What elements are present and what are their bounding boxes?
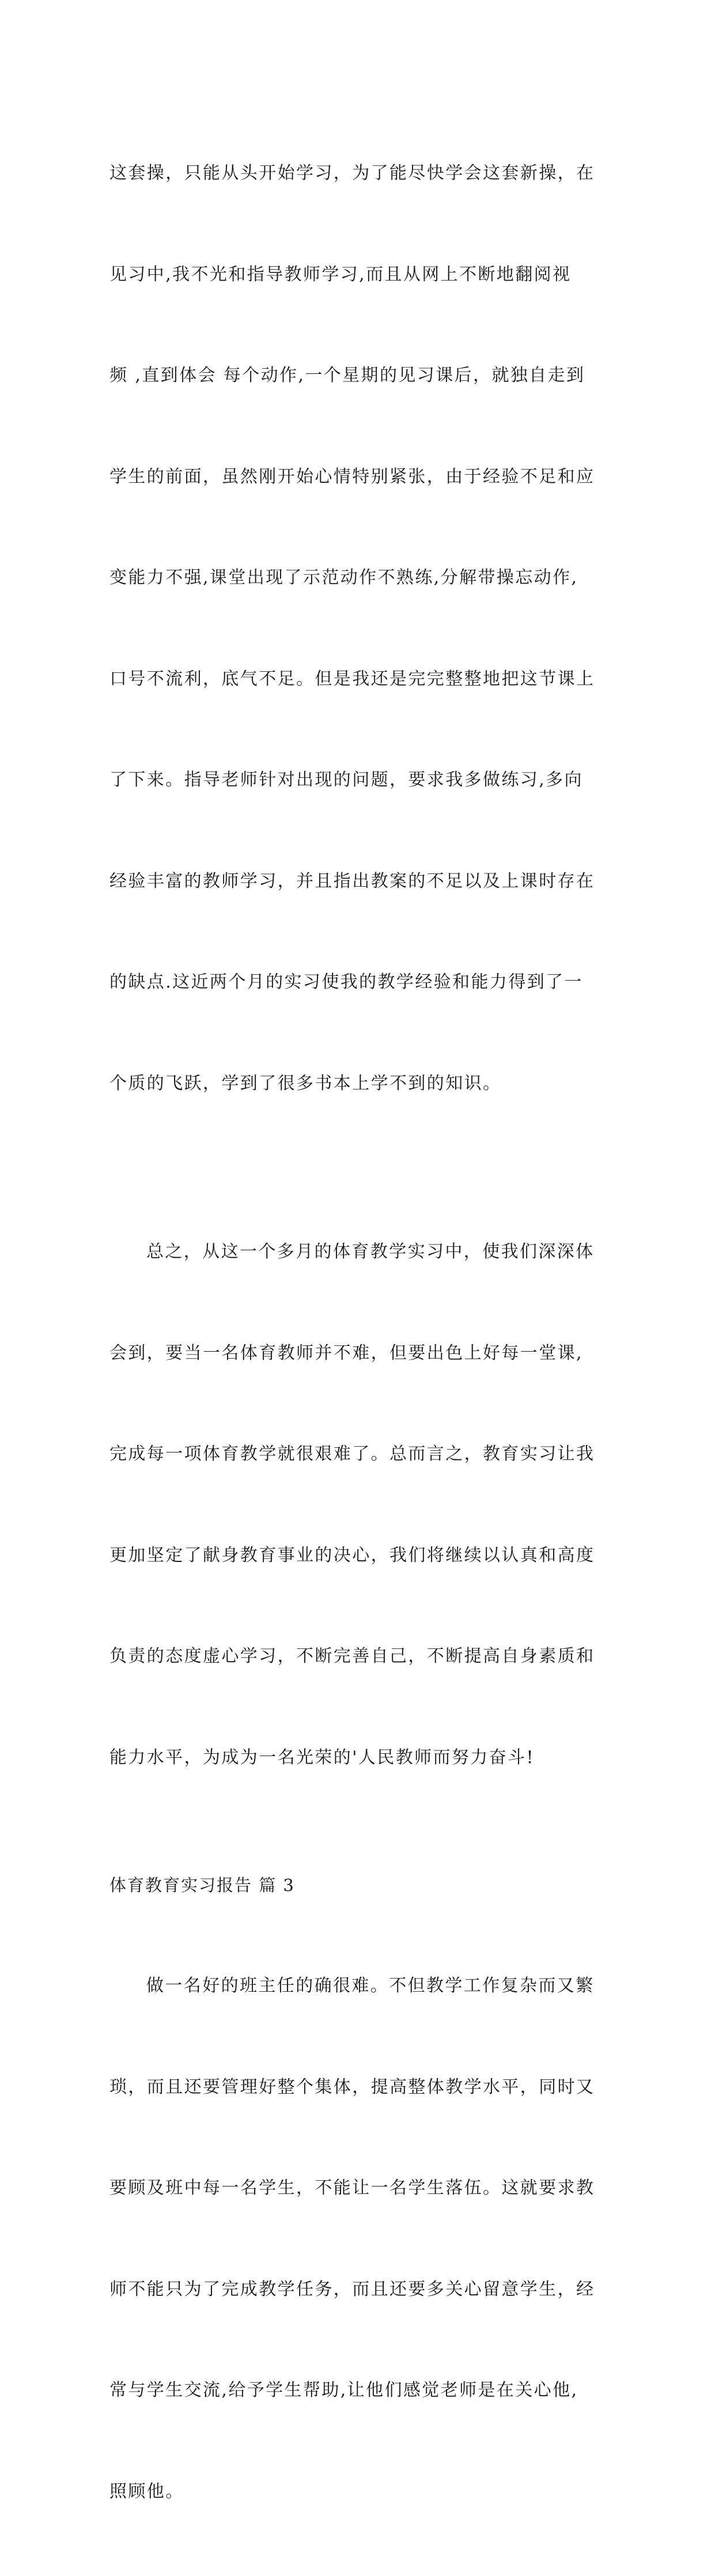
document-body [109,89,605,2576]
text-line: 能力水平，为成为一名光荣的'人民教师而努力奋斗! [109,1747,535,1768]
text-line: 口号不流利，底气不足。但是我还是完完整整地把这节课上 [109,668,595,689]
text-line: 要顾及班中每一名学生，不能让一名学生落伍。这就要求教 [109,2178,595,2198]
text-line: 常与学生交流,给予学生帮助,让他们感觉老师是在关心他, [109,2380,578,2400]
text-line: 琐，而且还要管理好整个集体，提高整体教学水平，同时又 [109,2076,595,2097]
text-line: 这套操，只能从头开始学习，为了能尽快学会这套新操，在 [109,163,595,183]
section-heading: 体育教育实习报告 篇 3 [109,1875,295,1895]
text-line: 更加坚定了献身教育事业的决心，我们将继续以认真和高度 [109,1545,595,1565]
text-line: 个质的飞跃，学到了很多书本上学不到的知识。 [109,1073,502,1094]
paragraph-continuation [109,89,605,1168]
text-line-indented: 总之，从这一个多月的体育教学实习中，使我们深深体 [146,1242,595,1262]
paragraph-conclusion [109,1168,605,1842]
text-line: 照顾他。 [109,2481,184,2502]
text-line: 会到，要当一名体育教师并不难，但要出色上好每一堂课, [109,1342,583,1363]
text-line: 师不能只为了完成教学任务，而且还要多关心留意学生，经 [109,2279,595,2299]
text-line: 学生的前面，虽然刚开始心情特别紧张，由于经验不足和应 [109,466,595,487]
text-line: 完成每一项体育教学就很艰难了。总而言之，教育实习让我 [109,1444,595,1464]
text-line-indented: 做一名好的班主任的确很难。不但教学工作复杂而又繁 [146,1976,595,1996]
text-line: 负责的态度虚心学习，不断完善自己，不断提高自身素质和 [109,1646,595,1666]
text-line: 变能力不强,课堂出现了示范动作不熟练,分解带操忘动作, [109,568,578,588]
text-line: 的缺点.这近两个月的实习使我的教学经验和能力得到了一 [109,972,583,992]
paragraph-section-3 [109,1902,605,2576]
text-line: 经验丰富的教师学习，并且指出教案的不足以及上课时存在 [109,871,595,891]
text-line: 了下来。指导老师针对出现的问题，要求我多做练习,多向 [109,770,583,790]
text-line: 见习中,我不光和指导教师学习,而且从网上不断地翻阅视 [109,264,572,285]
text-line: 频 ,直到体会 每个动作,一个星期的见习课后，就独自走到 [109,365,585,385]
